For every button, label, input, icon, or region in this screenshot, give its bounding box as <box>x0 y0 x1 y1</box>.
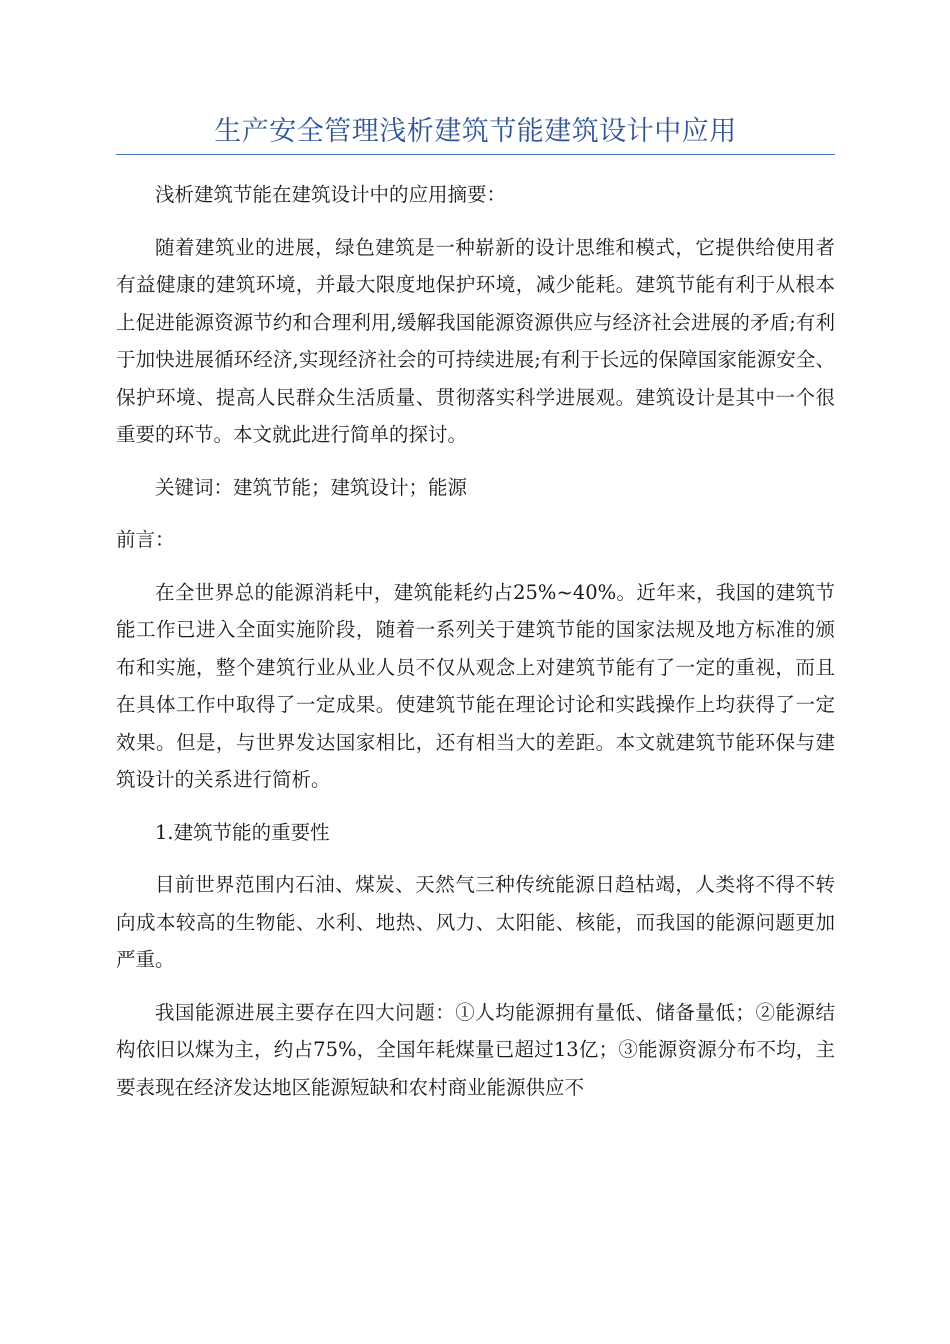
preface-paragraph: 在全世界总的能源消耗中，建筑能耗约占25%~40%。近年来，我国的建筑节能工作已进入全面实施阶段，随着一系列关于建筑节能的国家法规及地方标准的颁布和实施，整个建筑行业从业人员不仅从观念上对建筑节能有了一定的重视，而且在具体工作中取得了一定成果。使建筑节能在理论讨论和实践操作上均获得了一定效果。但是，与世界发达国家相比，还有相当大的差距。本文就建筑节能环保与建筑设计的关系进行简析。 <box>116 580 835 791</box>
abstract-paragraph: 随着建筑业的进展，绿色建筑是一种崭新的设计思维和模式，它提供给使用者有益健康的建筑环境，并最大限度地保护环境，减少能耗。建筑节能有利于从根本上促进能源资源节约和合理利用,缓解我国能源资源供应与经济社会进展的矛盾;有利于加快进展循环经济,实现经济社会的可持续进展;有利于长远的保障国家能源安全、保护环境、提高人民群众生活质量、贯彻落实科学进展观。建筑设计是其中一个很重要的环节。本文就此进行简单的探讨。 <box>116 235 835 446</box>
abstract-heading: 浅析建筑节能在建筑设计中的应用摘要： <box>155 183 507 206</box>
preface-heading: 前言： <box>116 528 175 551</box>
document-body <box>116 176 835 1121</box>
keywords-line: 关键词：建筑节能；建筑设计；能源 <box>155 475 468 499</box>
document-title: 生产安全管理浅析建筑节能建筑设计中应用 <box>214 116 737 147</box>
body-paragraph: 我国能源进展主要存在四大问题：①人均能源拥有量低、储备量低；②能源结构依旧以煤为主，约占75%，全国年耗煤量已超过13亿；③能源资源分布不均，主要表现在经济发达地区能源短缺和农村商业能源供应不 <box>116 1000 835 1099</box>
title-underline <box>116 154 835 155</box>
section-heading-1: 1.建筑节能的重要性 <box>155 820 330 844</box>
body-paragraph: 目前世界范围内石油、煤炭、天然气三种传统能源日趋枯竭，人类将不得不转向成本较高的生物能、水利、地热、风力、太阳能、核能，而我国的能源问题更加严重。 <box>116 873 835 971</box>
